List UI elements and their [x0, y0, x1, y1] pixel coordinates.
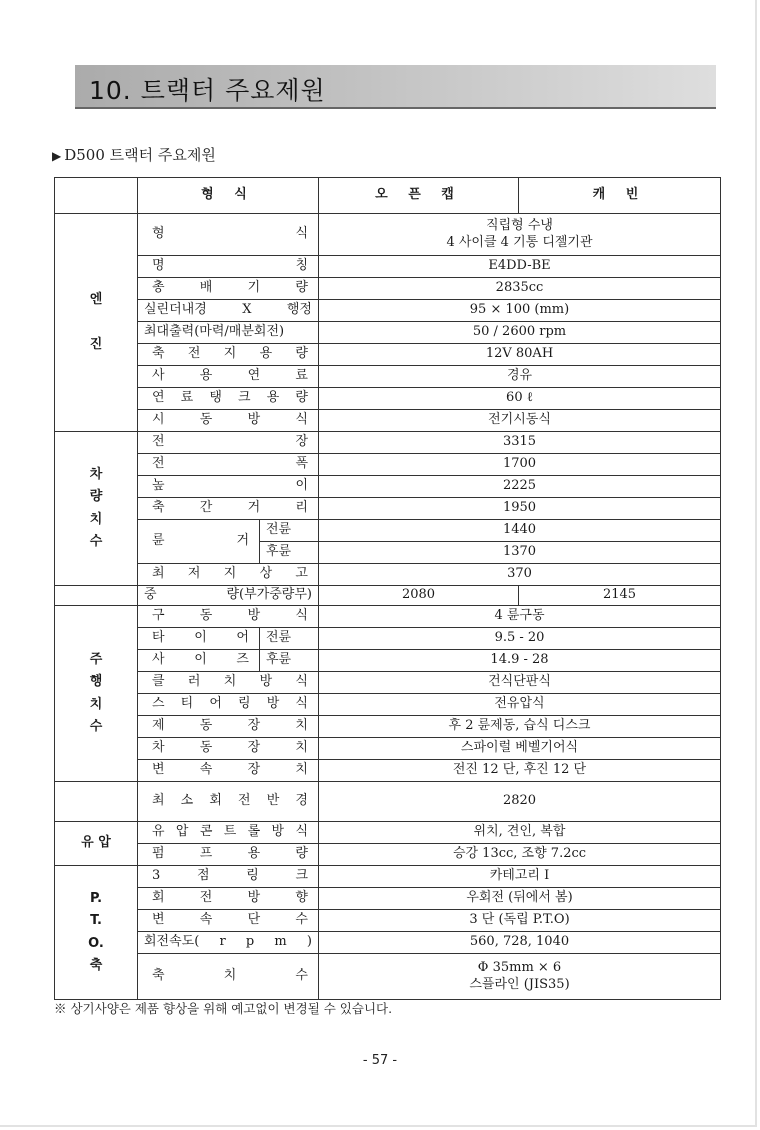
row-sublabel: 후륜 [260, 650, 319, 672]
table-row [55, 366, 721, 388]
header-blank [55, 178, 138, 214]
table-row [55, 628, 721, 650]
row-label: 3 점 링 크 [138, 866, 319, 888]
row-value: 95 × 100 (mm) [319, 300, 721, 322]
row-label: 중 량(부가중량무) [138, 586, 319, 606]
row-value: 승강 13cc, 조향 7.2cc [319, 844, 721, 866]
table-row [55, 214, 721, 256]
row-value-open: 2080 [319, 586, 519, 606]
table-row [55, 650, 721, 672]
row-label: 높 이 [138, 476, 319, 498]
footnote: ※ 상기사양은 제품 향상을 위해 예고없이 변경될 수 있습니다. [54, 1001, 393, 1016]
row-value: 12V 80AH [319, 344, 721, 366]
table-row [55, 932, 721, 954]
row-value: 1440 [319, 520, 721, 542]
row-value-cabin: 2145 [519, 586, 721, 606]
table-row [55, 888, 721, 910]
row-label: 총 배 기 량 [138, 278, 319, 300]
row-value: 3 단 (독립 P.T.O) [319, 910, 721, 932]
row-label: 축 간 거 리 [138, 498, 319, 520]
row-label: 연 료 탱 크 용 량 [138, 388, 319, 410]
row-value: 1370 [319, 542, 721, 564]
row-value: 3315 [319, 432, 721, 454]
table-row [55, 738, 721, 760]
table-row [55, 410, 721, 432]
row-label: 축 치 수 [138, 954, 319, 1000]
table-row [55, 694, 721, 716]
table-row [55, 520, 721, 542]
table-row [55, 476, 721, 498]
row-value: E4DD-BE [319, 256, 721, 278]
header-open-cab: 오 픈 캡 [319, 178, 519, 214]
row-value: 경유 [319, 366, 721, 388]
header-cabin: 캐 빈 [519, 178, 721, 214]
row-sublabel: 후륜 [260, 542, 319, 564]
row-value: 카테고리 I [319, 866, 721, 888]
row-sublabel: 전륜 [260, 520, 319, 542]
table-row [55, 910, 721, 932]
table-row [55, 278, 721, 300]
spec-table [54, 177, 721, 1000]
section-title: 10. 트랙터 주요제원 [89, 76, 326, 105]
row-value: 전기시동식 [319, 410, 721, 432]
row-value: 후 2 륜제동, 습식 디스크 [319, 716, 721, 738]
section-title-bar [75, 65, 716, 109]
group-weight-blank [55, 586, 138, 606]
row-value: 우회전 (뒤에서 봄) [319, 888, 721, 910]
group-engine: 엔 진 [55, 214, 138, 432]
group-travel: 주 행 치 수 [55, 606, 138, 782]
table-row [55, 256, 721, 278]
row-label: 회전속도( r p m ) [138, 932, 319, 954]
row-value: 위치, 견인, 복합 [319, 822, 721, 844]
row-label: 유 압 콘 트 롤 방 식 [138, 822, 319, 844]
table-row [55, 844, 721, 866]
row-label: 타 이 어 [138, 628, 260, 650]
row-label: 사 용 연 료 [138, 366, 319, 388]
row-value: 4 륜구동 [319, 606, 721, 628]
row-label: 구 동 방 식 [138, 606, 319, 628]
group-turning-blank [55, 782, 138, 822]
table-row [55, 388, 721, 410]
row-value: 2820 [319, 782, 721, 822]
row-value: 스파이럴 베벨기어식 [319, 738, 721, 760]
table-row [55, 760, 721, 782]
row-label: 전 폭 [138, 454, 319, 476]
table-row [55, 564, 721, 586]
row-value: Φ 35mm × 6 스플라인 (JIS35) [319, 954, 721, 1000]
row-label: 최 저 지 상 고 [138, 564, 319, 586]
row-sublabel: 전륜 [260, 628, 319, 650]
row-label: 클 러 치 방 식 [138, 672, 319, 694]
group-pto: P. T. O. 축 [55, 866, 138, 1000]
row-label: 펌 프 용 량 [138, 844, 319, 866]
table-row [55, 822, 721, 844]
header-type: 형 식 [138, 178, 319, 214]
group-hydraulic: 유 압 [55, 822, 138, 866]
row-value: 1700 [319, 454, 721, 476]
page-number: - 57 - [362, 1053, 398, 1068]
table-row [55, 300, 721, 322]
table-row [55, 606, 721, 628]
table-row [55, 454, 721, 476]
table-row [55, 586, 721, 606]
row-label: 실린더내경 X 행정 [138, 300, 319, 322]
group-dimensions: 차 량 치 수 [55, 432, 138, 586]
row-label: 변 속 단 수 [138, 910, 319, 932]
table-row [55, 866, 721, 888]
row-value: 전유압식 [319, 694, 721, 716]
row-value: 50 / 2600 rpm [319, 322, 721, 344]
row-value: 60 ℓ [319, 388, 721, 410]
subtitle-text: D500 트랙터 주요제원 [64, 146, 216, 164]
row-value: 1950 [319, 498, 721, 520]
row-label-tread: 륜 거 [138, 520, 260, 564]
row-value: 14.9 - 28 [319, 650, 721, 672]
row-label: 전 장 [138, 432, 319, 454]
table-row [55, 432, 721, 454]
row-label: 변 속 장 치 [138, 760, 319, 782]
row-value: 전진 12 단, 후진 12 단 [319, 760, 721, 782]
row-label: 차 동 장 치 [138, 738, 319, 760]
triangle-bullet-icon: ▶ [52, 149, 62, 163]
subtitle [52, 144, 216, 165]
row-label: 형 식 [138, 214, 319, 256]
row-value: 2835cc [319, 278, 721, 300]
table-row [55, 716, 721, 738]
row-value: 직립형 수냉 4 사이클 4 기통 디젤기관 [319, 214, 721, 256]
row-value: 560, 728, 1040 [319, 932, 721, 954]
row-label: 사 이 즈 [138, 650, 260, 672]
row-label: 명 칭 [138, 256, 319, 278]
row-label: 회 전 방 향 [138, 888, 319, 910]
row-value: 2225 [319, 476, 721, 498]
table-header-row [55, 178, 721, 214]
table-row [55, 954, 721, 1000]
table-row [55, 322, 721, 344]
row-label: 제 동 장 치 [138, 716, 319, 738]
row-label: 최대출력(마력/매분회전) [138, 322, 319, 344]
table-row [55, 498, 721, 520]
table-row [55, 344, 721, 366]
row-label: 축 전 지 용 량 [138, 344, 319, 366]
row-value: 9.5 - 20 [319, 628, 721, 650]
row-label: 스 티 어 링 방 식 [138, 694, 319, 716]
row-value: 건식단판식 [319, 672, 721, 694]
table-row [55, 672, 721, 694]
table-row [55, 782, 721, 822]
row-label: 최 소 회 전 반 경 [138, 782, 319, 822]
row-value: 370 [319, 564, 721, 586]
row-label: 시 동 방 식 [138, 410, 319, 432]
